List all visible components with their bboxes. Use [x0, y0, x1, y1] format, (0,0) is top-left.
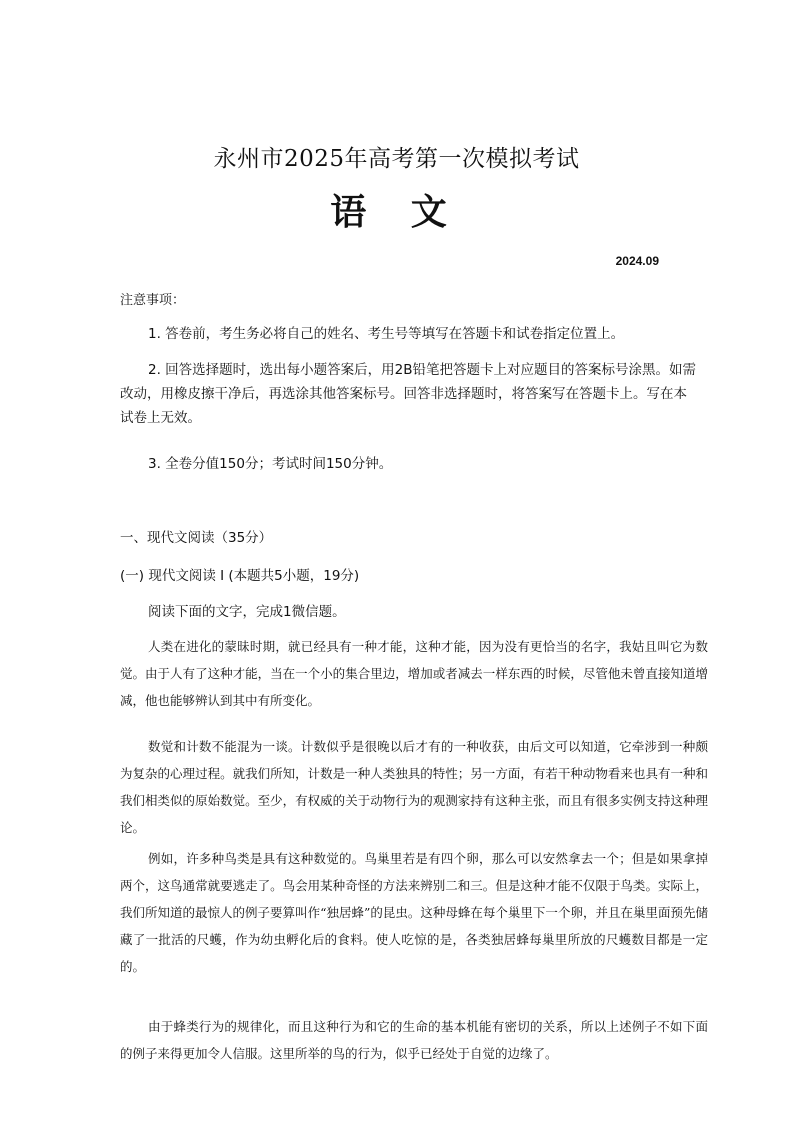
passage-paragraph: 由于蜂类行为的规律化，而且这种行为和它的生命的基本机能有密切的关系，所以上述例子不如下面的例子来得更加令人信服。这里所举的鸟的行为，似乎已经处于自觉的边缘了。: [120, 1019, 708, 1061]
note-item: 1. 答卷前，考生务必将自己的姓名、考生号等填写在答题卡和试卷指定位置上。: [148, 326, 625, 342]
reading-instruction: 阅读下面的文字，完成1微信题。: [148, 604, 346, 620]
exam-date: 2024.09: [615, 254, 659, 268]
subject-title: 语 文: [330, 192, 463, 233]
passage-paragraph: 人类在进化的蒙昧时期，就已经具有一种才能，这种才能，因为没有更恰当的名字，我姑且叫它为数觉。由于人有了这种才能，当在一个小的集合里边，增加或者减去一样东西的时候，尽管他未曾直接知道增减，他也能够辨认到其中有所变化。: [120, 639, 708, 708]
exam-title: 永州市2025年高考第一次模拟考试: [213, 146, 580, 172]
notes-heading: 注意事项：: [120, 293, 186, 308]
note-item: 3. 全卷分值150分；考试时间150分钟。: [148, 456, 393, 472]
subsection-title: (一) 现代文阅读 I (本题共5小题，19分): [120, 568, 360, 584]
note-item: 2. 回答选择题时，选出每小题答案后，用2B铅笔把答题卡上对应题目的答案标号涂黑。如需改动，用橡皮擦干净后，再选涂其他答案标号。回答非选择题时，将答案写在答题卡上。写在本试卷上无效。: [120, 362, 697, 426]
section-title: 一、现代文阅读（35分）: [120, 530, 273, 546]
passage-paragraph: 数觉和计数不能混为一谈。计数似乎是很晚以后才有的一种收获，由后文可以知道，它牵涉到一种颇为复杂的心理过程。就我们所知，计数是一种人类独具的特性；另一方面，有若干种动物看来也具有一种和我们相类似的原始数觉。至少，有权威的关于动物行为的观测家持有这种主张，而且有很多实例支持这种理论。: [120, 739, 708, 835]
passage-paragraph: 例如，许多种鸟类是具有这种数觉的。鸟巢里若是有四个卵，那么可以安然拿去一个；但是如果拿掉两个，这鸟通常就要逃走了。鸟会用某种奇怪的方法来辨别二和三。但是这种才能不仅限于鸟类。实际上，我们所知道的最惊人的例子要算叫作“独居蜂”的昆虫。这种母蜂在每个巢里下一个卵，并且在巢里面预先储藏了一批活的尺蠖，作为幼虫孵化后的食料。使人吃惊的是，各类独居蜂每巢里所放的尺蠖数目都是一定的。: [120, 851, 708, 974]
